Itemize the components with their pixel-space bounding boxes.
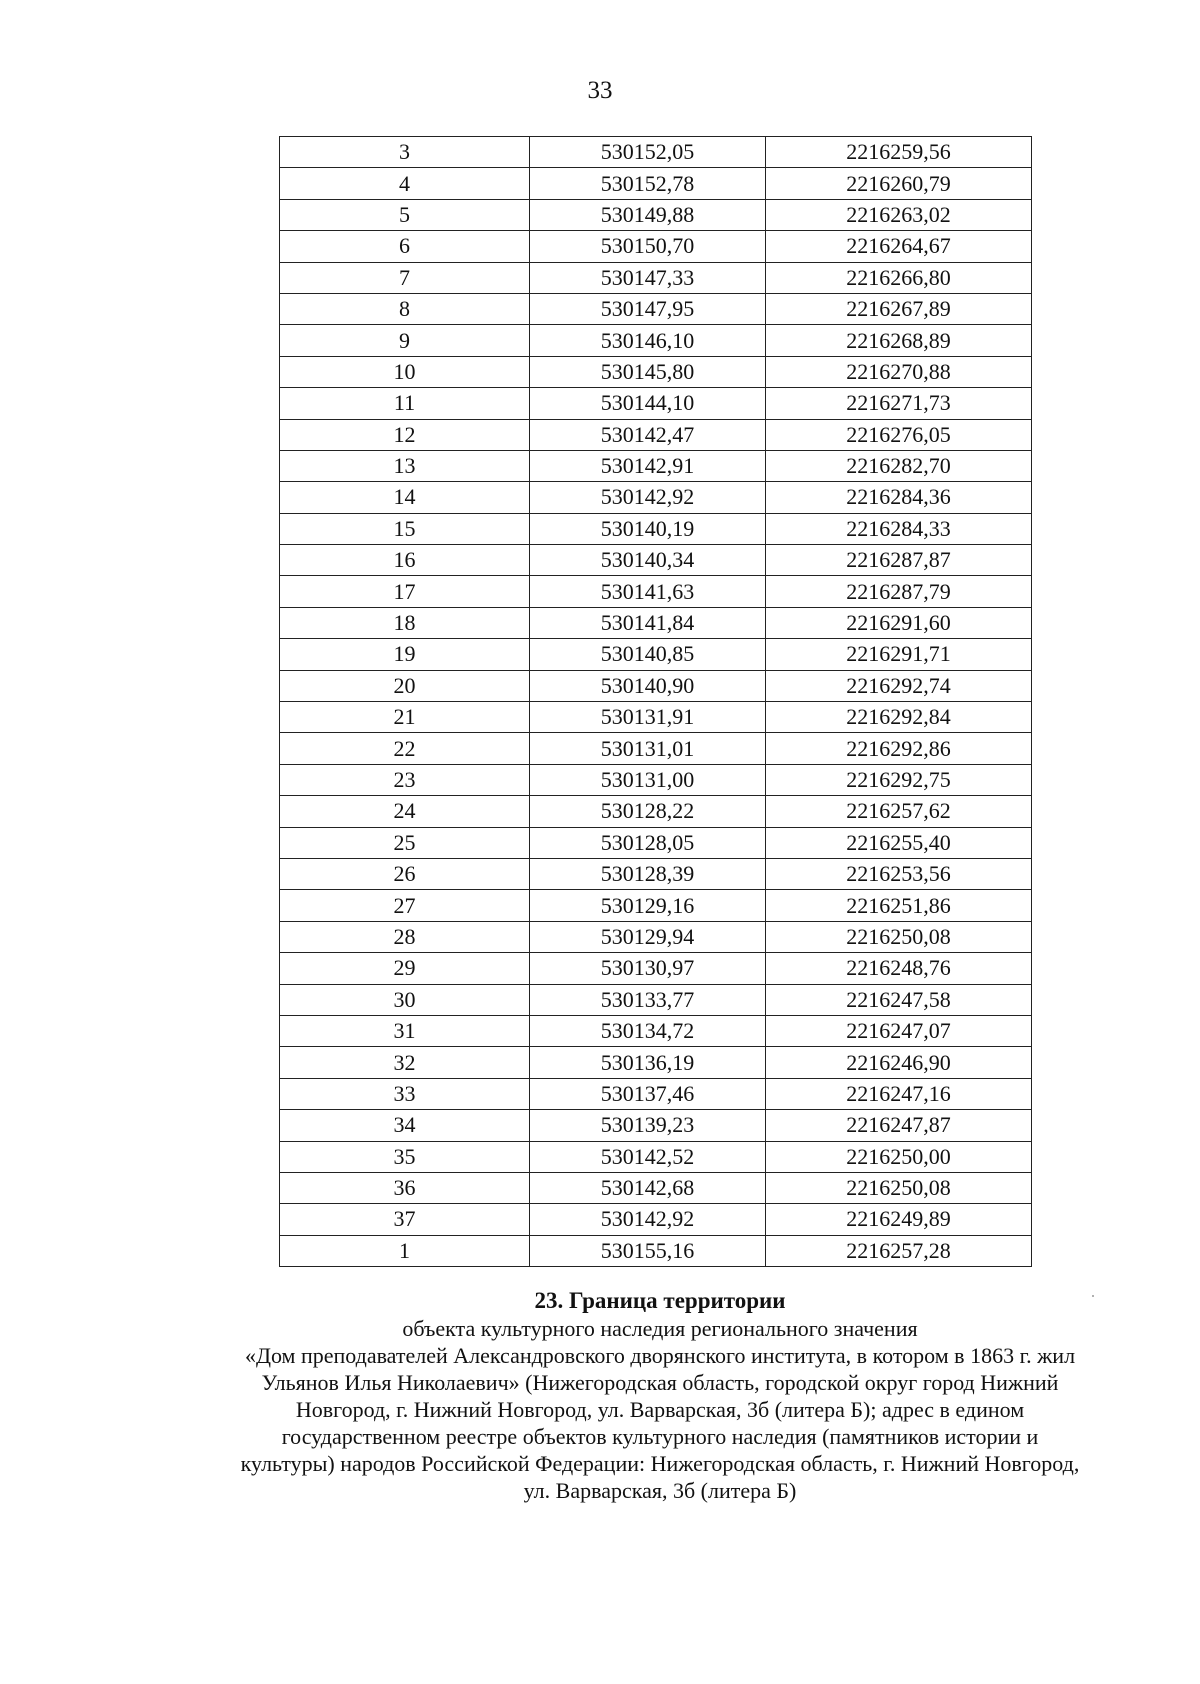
section-text-line: культуры) народов Российской Федерации: Нижегородская область, г. Нижний Новгород, xyxy=(240,1451,1080,1476)
table-row xyxy=(280,796,1032,827)
y-coordinate-cell: 2216248,76 xyxy=(766,953,1032,984)
table-row xyxy=(280,890,1032,921)
y-coordinate-cell: 2216250,08 xyxy=(766,921,1032,952)
table-row xyxy=(280,356,1032,387)
table-row xyxy=(280,953,1032,984)
x-coordinate-cell: 530140,34 xyxy=(530,545,766,576)
table-row xyxy=(280,576,1032,607)
table-row xyxy=(280,262,1032,293)
y-coordinate-cell: 2216260,79 xyxy=(766,168,1032,199)
y-coordinate-cell: 2216267,89 xyxy=(766,293,1032,324)
section-text-line: объекта культурного наследия регионального значения xyxy=(402,1316,918,1341)
x-coordinate-cell: 530142,91 xyxy=(530,450,766,481)
x-coordinate-cell: 530142,47 xyxy=(530,419,766,450)
table-row xyxy=(280,702,1032,733)
y-coordinate-cell: 2216257,62 xyxy=(766,796,1032,827)
y-coordinate-cell: 2216284,36 xyxy=(766,482,1032,513)
y-coordinate-cell: 2216251,86 xyxy=(766,890,1032,921)
table-row xyxy=(280,1078,1032,1109)
y-coordinate-cell: 2216266,80 xyxy=(766,262,1032,293)
x-coordinate-cell: 530139,23 xyxy=(530,1110,766,1141)
point-number-cell: 29 xyxy=(280,953,530,984)
table-row xyxy=(280,168,1032,199)
point-number-cell: 31 xyxy=(280,1015,530,1046)
table-row xyxy=(280,1172,1032,1203)
y-coordinate-cell: 2216268,89 xyxy=(766,325,1032,356)
x-coordinate-cell: 530146,10 xyxy=(530,325,766,356)
table-row xyxy=(280,199,1032,230)
x-coordinate-cell: 530142,92 xyxy=(530,482,766,513)
point-number-cell: 20 xyxy=(280,670,530,701)
point-number-cell: 1 xyxy=(280,1235,530,1266)
y-coordinate-cell: 2216264,67 xyxy=(766,231,1032,262)
x-coordinate-cell: 530128,22 xyxy=(530,796,766,827)
point-number-cell: 19 xyxy=(280,639,530,670)
table-row xyxy=(280,1141,1032,1172)
point-number-cell: 25 xyxy=(280,827,530,858)
point-number-cell: 9 xyxy=(280,325,530,356)
point-number-cell: 8 xyxy=(280,293,530,324)
y-coordinate-cell: 2216247,16 xyxy=(766,1078,1032,1109)
table-row xyxy=(280,1047,1032,1078)
x-coordinate-cell: 530142,52 xyxy=(530,1141,766,1172)
point-number-cell: 30 xyxy=(280,984,530,1015)
table-row xyxy=(280,858,1032,889)
y-coordinate-cell: 2216287,79 xyxy=(766,576,1032,607)
x-coordinate-cell: 530150,70 xyxy=(530,231,766,262)
y-coordinate-cell: 2216284,33 xyxy=(766,513,1032,544)
coordinates-table-body xyxy=(280,137,1032,1267)
y-coordinate-cell: 2216257,28 xyxy=(766,1235,1032,1266)
x-coordinate-cell: 530140,19 xyxy=(530,513,766,544)
table-row xyxy=(280,1015,1032,1046)
y-coordinate-cell: 2216247,58 xyxy=(766,984,1032,1015)
y-coordinate-cell: 2216263,02 xyxy=(766,199,1032,230)
point-number-cell: 18 xyxy=(280,607,530,638)
x-coordinate-cell: 530145,80 xyxy=(530,356,766,387)
point-number-cell: 28 xyxy=(280,921,530,952)
scan-speck xyxy=(1092,1295,1094,1297)
table-row xyxy=(280,764,1032,795)
y-coordinate-cell: 2216246,90 xyxy=(766,1047,1032,1078)
x-coordinate-cell: 530129,16 xyxy=(530,890,766,921)
point-number-cell: 24 xyxy=(280,796,530,827)
table-row xyxy=(280,388,1032,419)
y-coordinate-cell: 2216291,71 xyxy=(766,639,1032,670)
table-row xyxy=(280,231,1032,262)
y-coordinate-cell: 2216249,89 xyxy=(766,1204,1032,1235)
x-coordinate-cell: 530133,77 xyxy=(530,984,766,1015)
point-number-cell: 36 xyxy=(280,1172,530,1203)
x-coordinate-cell: 530130,97 xyxy=(530,953,766,984)
table-row xyxy=(280,513,1032,544)
y-coordinate-cell: 2216270,88 xyxy=(766,356,1032,387)
point-number-cell: 12 xyxy=(280,419,530,450)
x-coordinate-cell: 530129,94 xyxy=(530,921,766,952)
page-number: 33 xyxy=(587,77,613,104)
table-row xyxy=(280,482,1032,513)
y-coordinate-cell: 2216259,56 xyxy=(766,137,1032,168)
x-coordinate-cell: 530131,00 xyxy=(530,764,766,795)
x-coordinate-cell: 530140,90 xyxy=(530,670,766,701)
point-number-cell: 26 xyxy=(280,858,530,889)
x-coordinate-cell: 530134,72 xyxy=(530,1015,766,1046)
point-number-cell: 34 xyxy=(280,1110,530,1141)
point-number-cell: 7 xyxy=(280,262,530,293)
table-row xyxy=(280,670,1032,701)
section-text-line: государственном реестре объектов культурного наследия (памятников истории и xyxy=(281,1424,1039,1449)
y-coordinate-cell: 2216292,86 xyxy=(766,733,1032,764)
x-coordinate-cell: 530147,33 xyxy=(530,262,766,293)
x-coordinate-cell: 530147,95 xyxy=(530,293,766,324)
table-row xyxy=(280,419,1032,450)
point-number-cell: 23 xyxy=(280,764,530,795)
table-row xyxy=(280,450,1032,481)
point-number-cell: 35 xyxy=(280,1141,530,1172)
x-coordinate-cell: 530152,05 xyxy=(530,137,766,168)
table-row xyxy=(280,293,1032,324)
x-coordinate-cell: 530140,85 xyxy=(530,639,766,670)
point-number-cell: 37 xyxy=(280,1204,530,1235)
y-coordinate-cell: 2216255,40 xyxy=(766,827,1032,858)
x-coordinate-cell: 530141,84 xyxy=(530,607,766,638)
section-text-line: Ульянов Илья Николаевич» (Нижегородская область, городской округ город Нижний xyxy=(261,1370,1059,1395)
section-text-line: Новгород, г. Нижний Новгород, ул. Варварская, 3б (литера Б); адрес в едином xyxy=(295,1397,1025,1422)
point-number-cell: 22 xyxy=(280,733,530,764)
table-row xyxy=(280,984,1032,1015)
point-number-cell: 15 xyxy=(280,513,530,544)
x-coordinate-cell: 530144,10 xyxy=(530,388,766,419)
table-row xyxy=(280,827,1032,858)
point-number-cell: 16 xyxy=(280,545,530,576)
y-coordinate-cell: 2216250,08 xyxy=(766,1172,1032,1203)
point-number-cell: 14 xyxy=(280,482,530,513)
x-coordinate-cell: 530131,01 xyxy=(530,733,766,764)
point-number-cell: 5 xyxy=(280,199,530,230)
point-number-cell: 13 xyxy=(280,450,530,481)
x-coordinate-cell: 530141,63 xyxy=(530,576,766,607)
y-coordinate-cell: 2216292,74 xyxy=(766,670,1032,701)
section-heading-block xyxy=(170,1287,1150,1504)
x-coordinate-cell: 530142,68 xyxy=(530,1172,766,1203)
table-row xyxy=(280,921,1032,952)
y-coordinate-cell: 2216250,00 xyxy=(766,1141,1032,1172)
y-coordinate-cell: 2216287,87 xyxy=(766,545,1032,576)
x-coordinate-cell: 530149,88 xyxy=(530,199,766,230)
y-coordinate-cell: 2216292,84 xyxy=(766,702,1032,733)
point-number-cell: 11 xyxy=(280,388,530,419)
point-number-cell: 3 xyxy=(280,137,530,168)
y-coordinate-cell: 2216247,87 xyxy=(766,1110,1032,1141)
table-row xyxy=(280,545,1032,576)
x-coordinate-cell: 530136,19 xyxy=(530,1047,766,1078)
x-coordinate-cell: 530128,39 xyxy=(530,858,766,889)
table-row xyxy=(280,1235,1032,1266)
x-coordinate-cell: 530131,91 xyxy=(530,702,766,733)
section-text-line: «Дом преподавателей Александровского дворянского института, в котором в 1863 г. жил xyxy=(244,1343,1076,1368)
y-coordinate-cell: 2216292,75 xyxy=(766,764,1032,795)
table-row xyxy=(280,137,1032,168)
y-coordinate-cell: 2216282,70 xyxy=(766,450,1032,481)
table-row xyxy=(280,639,1032,670)
point-number-cell: 27 xyxy=(280,890,530,921)
x-coordinate-cell: 530128,05 xyxy=(530,827,766,858)
point-number-cell: 21 xyxy=(280,702,530,733)
y-coordinate-cell: 2216271,73 xyxy=(766,388,1032,419)
section-title: 23. Граница территории xyxy=(534,1288,786,1313)
table-row xyxy=(280,733,1032,764)
y-coordinate-cell: 2216291,60 xyxy=(766,607,1032,638)
section-text-line: ул. Варварская, 3б (литера Б) xyxy=(523,1478,797,1503)
point-number-cell: 33 xyxy=(280,1078,530,1109)
point-number-cell: 6 xyxy=(280,231,530,262)
y-coordinate-cell: 2216247,07 xyxy=(766,1015,1032,1046)
x-coordinate-cell: 530137,46 xyxy=(530,1078,766,1109)
point-number-cell: 10 xyxy=(280,356,530,387)
point-number-cell: 4 xyxy=(280,168,530,199)
point-number-cell: 32 xyxy=(280,1047,530,1078)
x-coordinate-cell: 530155,16 xyxy=(530,1235,766,1266)
y-coordinate-cell: 2216276,05 xyxy=(766,419,1032,450)
table-row xyxy=(280,1204,1032,1235)
point-number-cell: 17 xyxy=(280,576,530,607)
x-coordinate-cell: 530152,78 xyxy=(530,168,766,199)
table-row xyxy=(280,607,1032,638)
x-coordinate-cell: 530142,92 xyxy=(530,1204,766,1235)
table-row xyxy=(280,325,1032,356)
table-row xyxy=(280,1110,1032,1141)
y-coordinate-cell: 2216253,56 xyxy=(766,858,1032,889)
coordinates-table xyxy=(279,136,1032,1267)
